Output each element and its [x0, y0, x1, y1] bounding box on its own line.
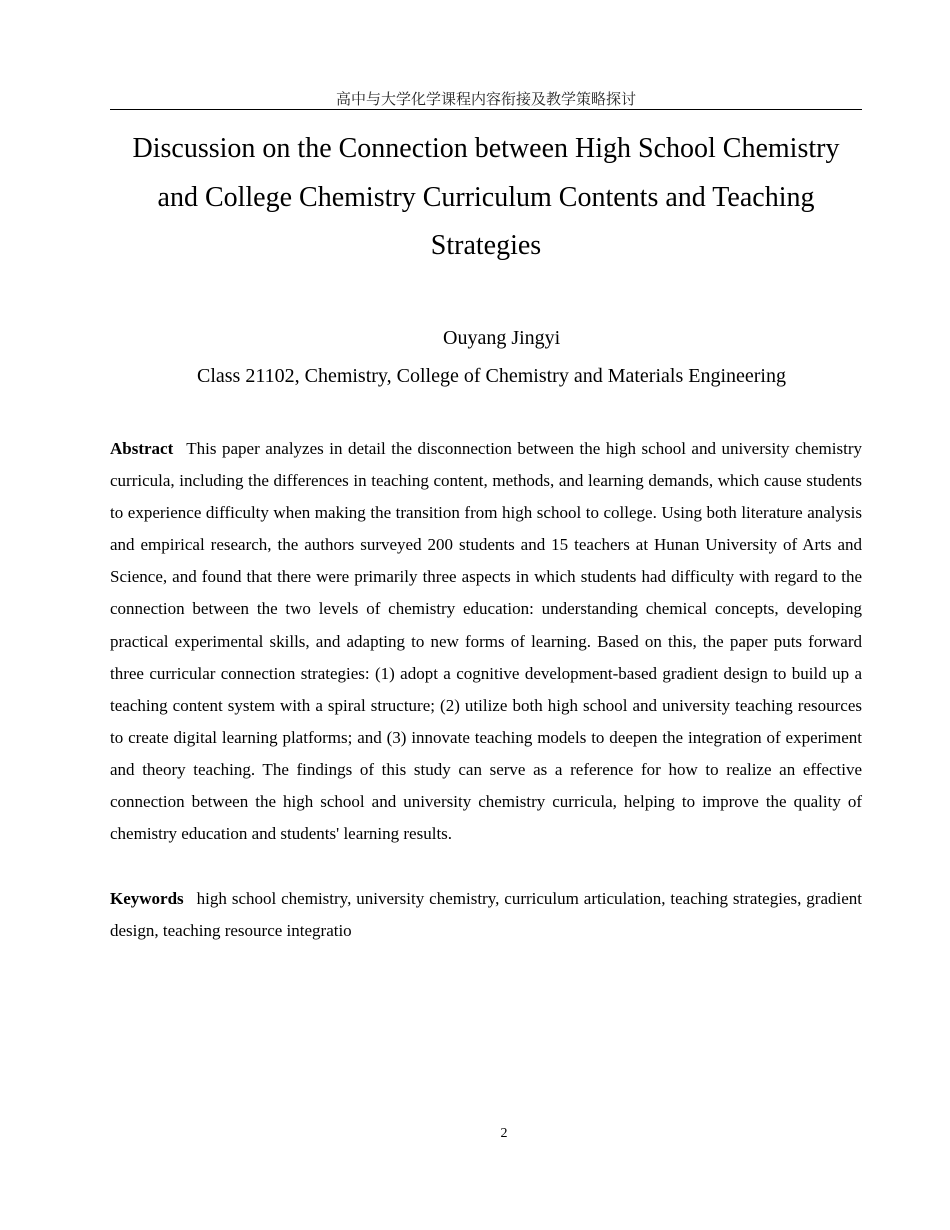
abstract-text: This paper analyzes in detail the disconnection between the high school and university chemistry curricula, including the differences in teaching content, methods, and learning demands, which cause students to experience difficulty when making the transition from high school to college. Using both literature analysis and empirical research, the authors surveyed 200 students and 15 teachers at Hunan University of Arts and Science, and found that there were primarily three aspects in which students had difficulty with regard to the connection between the two levels of chemistry education: understanding chemical concepts, developing practical experimental skills, and adapting to new forms of learning. Based on this, the paper puts forward three curricular connection strategies: (1) adopt a cognitive development-based gradient design to build up a teaching content system with a spiral structure; (2) utilize both high school and university teaching resources to create digital learning platforms; and (3) innovate teaching models to deepen the integration of experiment and theory teaching. The findings of this study can serve as a reference for how to realize an effective connection between the high school and university chemistry curricula, helping to improve the quality of chemistry education and students' learning results. [110, 439, 862, 844]
paper-title: Discussion on the Connection between High School Chemistry and College Chemistry Curriculum Contents and Teaching Strategies [132, 133, 840, 261]
page-number: 2 [500, 1126, 508, 1141]
keywords-label: Keywords [110, 889, 184, 908]
author-affiliation: Class 21102, Chemistry, College of Chemistry and Materials Engineering [197, 365, 786, 387]
keywords-section [110, 883, 862, 947]
running-header [110, 90, 862, 110]
author-name: Ouyang Jingyi [443, 327, 561, 349]
running-title: 高中与大学化学课程内容衔接及教学策略探讨 [335, 90, 636, 108]
keywords-text: high school chemistry, university chemistry, curriculum articulation, teaching strategies, gradient design, teaching resource integratio [110, 889, 862, 940]
abstract-section [110, 433, 862, 850]
abstract-label: Abstract [110, 439, 174, 458]
